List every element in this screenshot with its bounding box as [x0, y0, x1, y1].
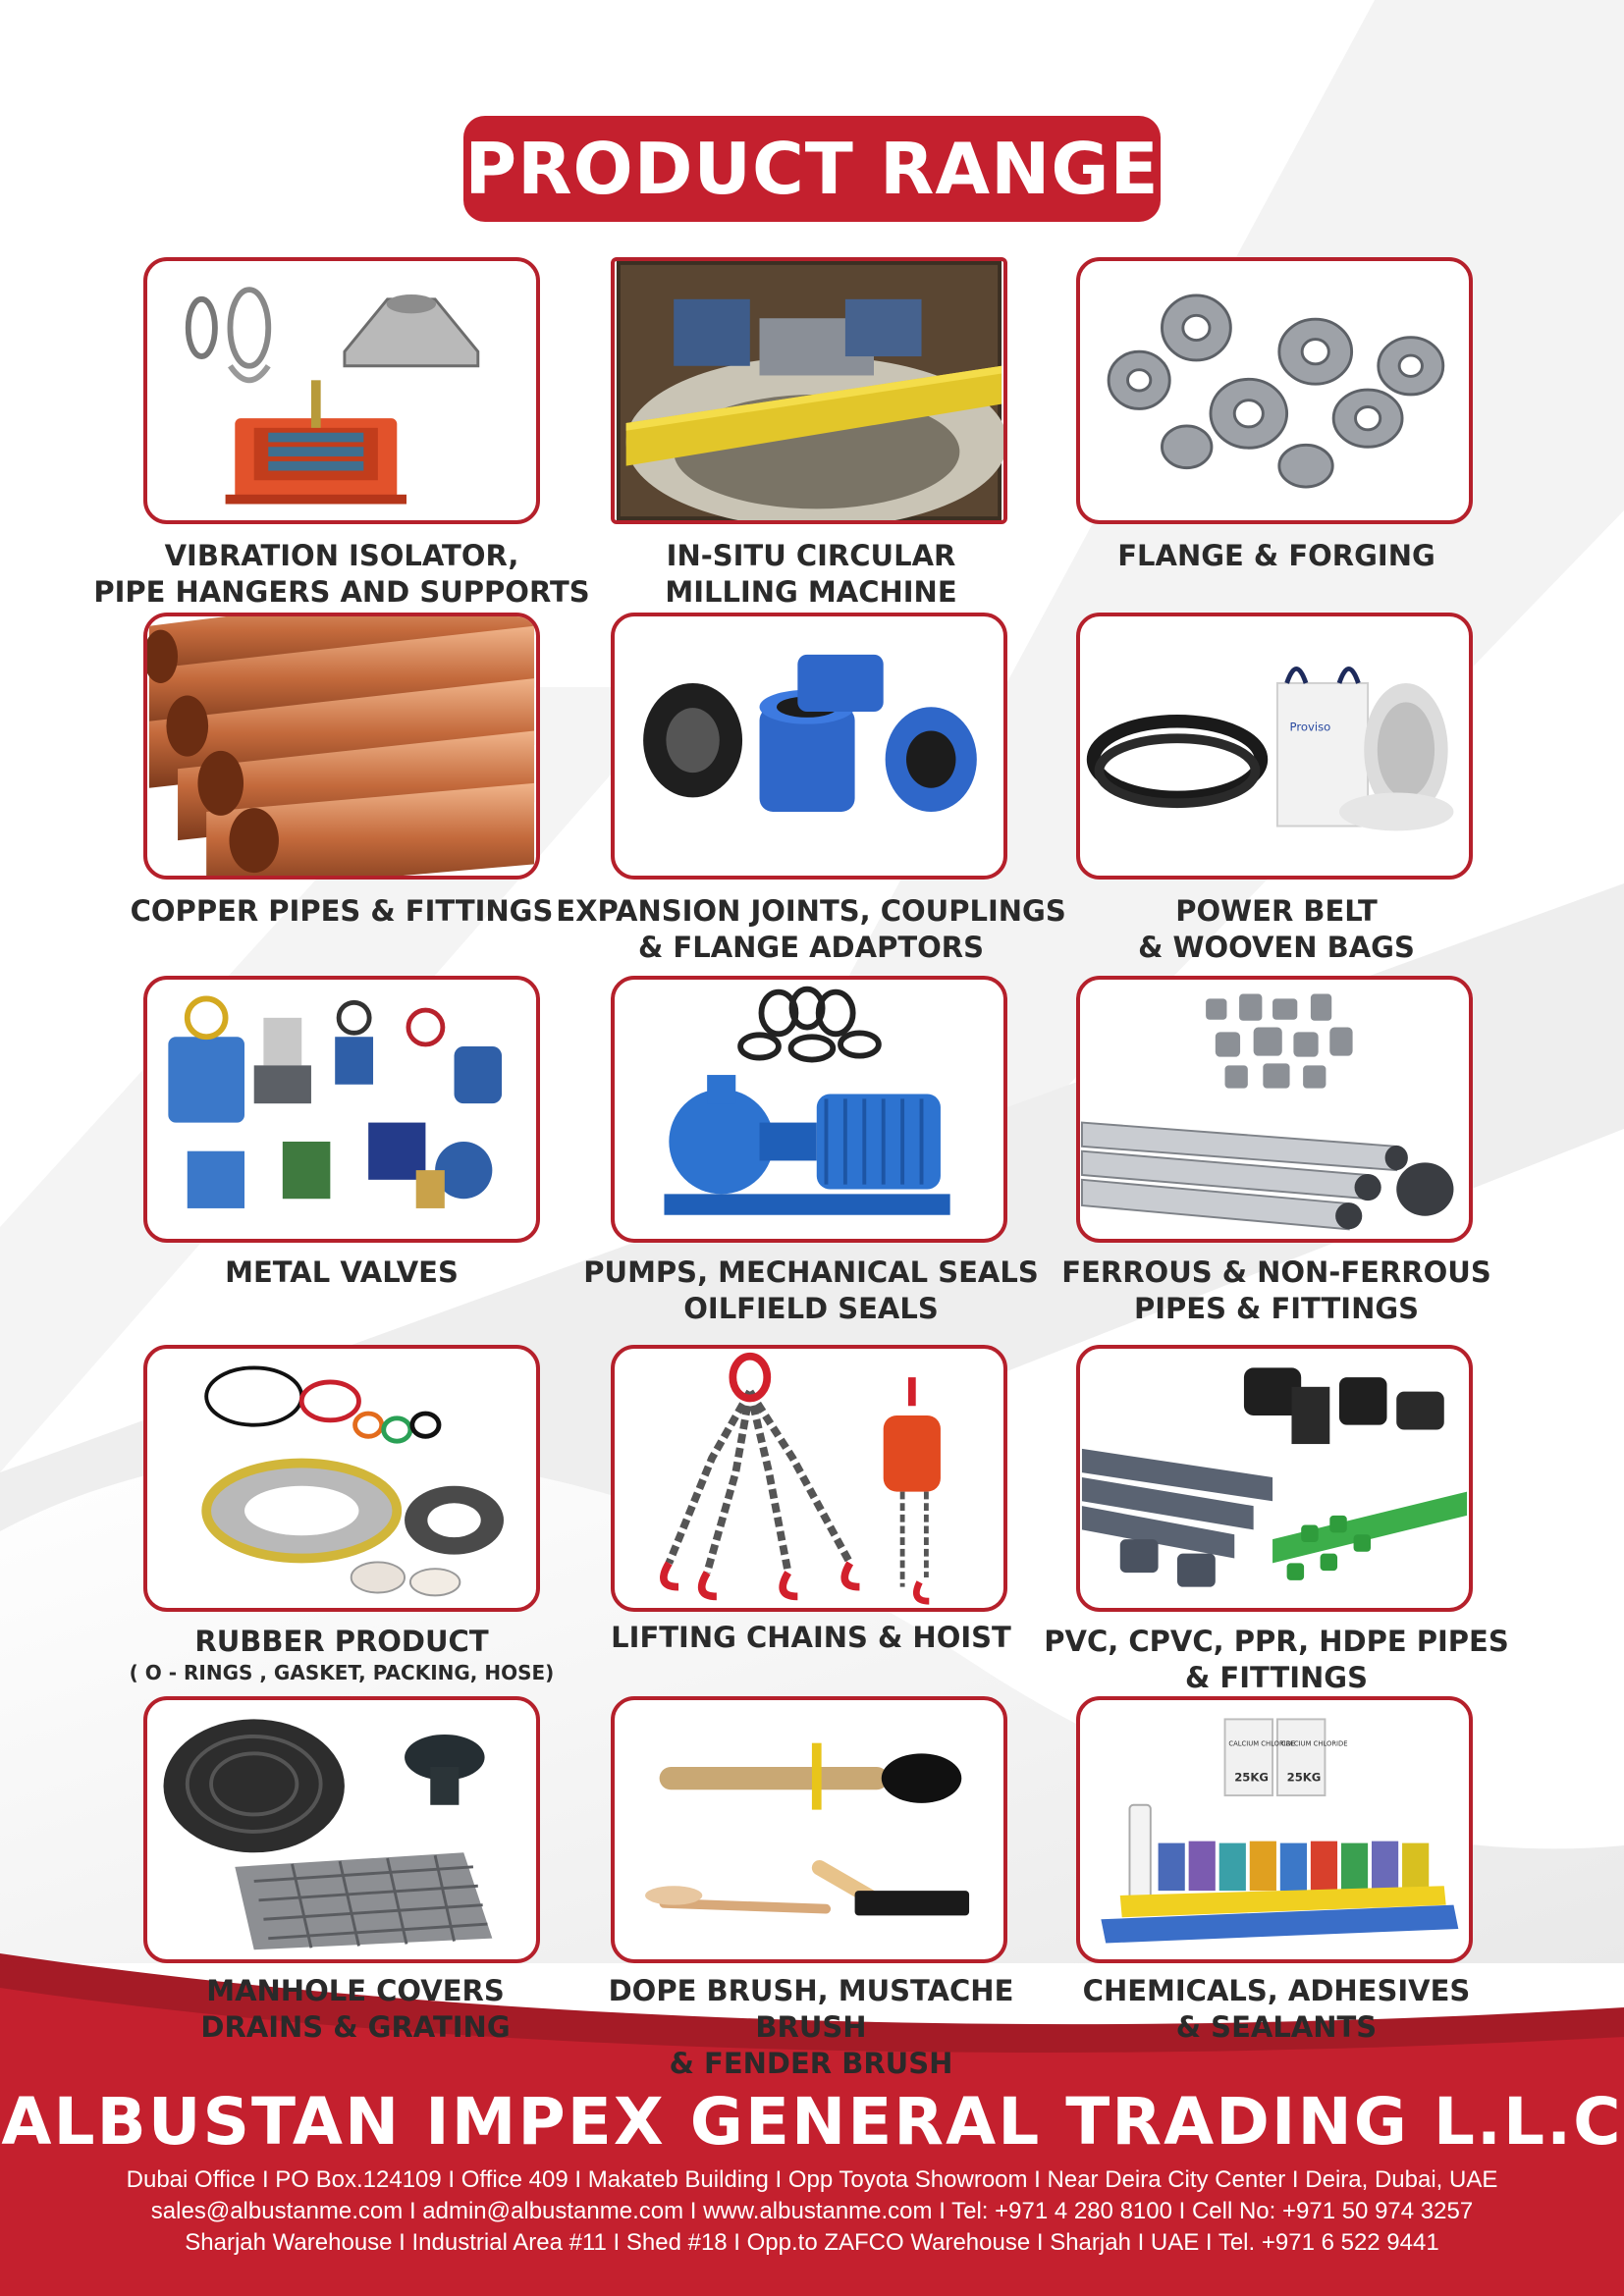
product-caption: [1021, 1624, 1532, 1696]
vibration-isolator-image: [147, 261, 536, 520]
caption-line-1: FERROUS & NON-FERROUS: [1061, 1255, 1491, 1289]
caption-line-2: DRAINS & GRATING: [200, 2010, 511, 2044]
manhole-image: [147, 1700, 536, 1959]
caption-line-1: LIFTING CHAINS & HOIST: [611, 1621, 1011, 1654]
caption-line-2: & FENDER BRUSH: [669, 2047, 953, 2080]
caption-line-2: & FITTINGS: [1185, 1661, 1368, 1694]
caption-line-1: COPPER PIPES & FITTINGS: [130, 894, 554, 928]
product-caption: [556, 1620, 1066, 1656]
product-caption: [1021, 1973, 1532, 2046]
caption-line-1: DOPE BRUSH, MUSTACHE BRUSH: [608, 1974, 1014, 2044]
steel-pipes-image: [1080, 980, 1469, 1239]
chemicals-image: [1080, 1700, 1469, 1959]
caption-line-1: PVC, CPVC, PPR, HDPE PIPES: [1044, 1625, 1509, 1658]
caption-line-2: & FLANGE ADAPTORS: [638, 931, 984, 964]
caption-line-2: & WOOVEN BAGS: [1138, 931, 1415, 964]
footer-address-sharjah: Sharjah Warehouse I Industrial Area #11 I Shed #18 I Opp.to ZAFCO Warehouse I Sharjah I UAE I Tel. +971 6 522 9441: [185, 2229, 1439, 2256]
caption-line-1: FLANGE & FORGING: [1117, 539, 1435, 572]
svg-text:CALCIUM CHLORIDE: CALCIUM CHLORIDE: [1280, 1739, 1348, 1748]
chains-hoist-image: [615, 1349, 1003, 1608]
product-tile-copper-pipes: [143, 613, 540, 880]
expansion-joints-image: [615, 616, 1003, 876]
caption-subtitle: ( O - RINGS , GASKET, PACKING, HOSE): [129, 1661, 555, 1684]
product-caption: [1021, 1255, 1532, 1327]
caption-line-1: METAL VALVES: [225, 1255, 459, 1289]
product-tile-flanges: [1076, 257, 1473, 524]
copper-pipes-image: [147, 616, 536, 876]
product-tile-steel-pipes: [1076, 976, 1473, 1243]
product-tile-manhole: [143, 1696, 540, 1963]
product-tile-pumps: [611, 976, 1007, 1243]
caption-line-1: IN-SITU CIRCULAR: [666, 539, 956, 572]
product-tile-chains-hoist: [611, 1345, 1007, 1612]
pump-image: [615, 980, 1003, 1239]
product-tile-rubber-products: [143, 1345, 540, 1612]
caption-line-2: & SEALANTS: [1175, 2010, 1378, 2044]
caption-line-1: CHEMICALS, ADHESIVES: [1082, 1974, 1471, 2007]
caption-line-2: PIPE HANGERS AND SUPPORTS: [93, 575, 590, 609]
svg-text:Proviso: Proviso: [1289, 720, 1331, 734]
product-caption: [556, 1255, 1066, 1327]
product-caption: [556, 893, 1066, 966]
svg-text:25KG: 25KG: [1286, 1770, 1322, 1785]
company-name: ALBUSTAN IMPEX GENERAL TRADING L.L.C: [1, 2084, 1623, 2160]
rubber-products-image: [147, 1349, 536, 1608]
caption-line-1: MANHOLE COVERS: [206, 1974, 505, 2007]
footer-address-dubai: Dubai Office I PO Box.124109 I Office 409 I Makateb Building I Opp Toyota Showroom I Near Deira City Center I Deira, Dubai, UAE: [126, 2166, 1498, 2193]
pvc-pipes-image: [1080, 1349, 1469, 1608]
product-caption: [1021, 538, 1532, 574]
footer-contact: sales@albustanme.com I admin@albustanme.com I www.albustanme.com I Tel: +971 4 280 8100 I Cell No: +971 50 974 3257: [150, 2198, 1474, 2224]
caption-line-2: MILLING MACHINE: [665, 575, 957, 609]
product-tile-valves: [143, 976, 540, 1243]
product-caption: [556, 538, 1066, 611]
product-caption: [86, 893, 597, 930]
svg-text:CALCIUM CHLORIDE: CALCIUM CHLORIDE: [1228, 1739, 1296, 1748]
valves-image: [147, 980, 536, 1239]
caption-line-2: PIPES & FITTINGS: [1133, 1292, 1420, 1325]
product-tile-expansion-joints: [611, 613, 1007, 880]
product-caption: [556, 1973, 1066, 2082]
product-caption: [1021, 893, 1532, 966]
page-title: PRODUCT RANGE: [464, 128, 1160, 210]
caption-line-2: OILFIELD SEALS: [683, 1292, 939, 1325]
product-tile-belts-bags: [1076, 613, 1473, 880]
caption-line-1: POWER BELT: [1175, 894, 1378, 928]
caption-line-1: EXPANSION JOINTS, COUPLINGS: [556, 894, 1066, 928]
product-tile-chemicals: [1076, 1696, 1473, 1963]
flanges-image: [1080, 261, 1469, 520]
product-tile-milling-machine: [611, 257, 1007, 524]
product-caption: [100, 1973, 611, 2046]
svg-text:25KG: 25KG: [1234, 1770, 1269, 1785]
milling-machine-image: [615, 261, 1003, 520]
caption-line-1: PUMPS, MECHANICAL SEALS: [583, 1255, 1039, 1289]
product-tile-brushes: [611, 1696, 1007, 1963]
brushes-image: [615, 1700, 1003, 1959]
belts-bags-image: [1080, 616, 1469, 876]
product-caption: [86, 1255, 597, 1291]
caption-line-1: RUBBER PRODUCT: [194, 1625, 489, 1658]
product-range-banner: [463, 116, 1161, 222]
product-tile-pvc-pipes: [1076, 1345, 1473, 1612]
caption-line-1: VIBRATION ISOLATOR,: [164, 539, 519, 572]
product-caption: [86, 538, 597, 611]
product-caption: [86, 1624, 597, 1685]
product-tile-vibration-isolator: [143, 257, 540, 524]
